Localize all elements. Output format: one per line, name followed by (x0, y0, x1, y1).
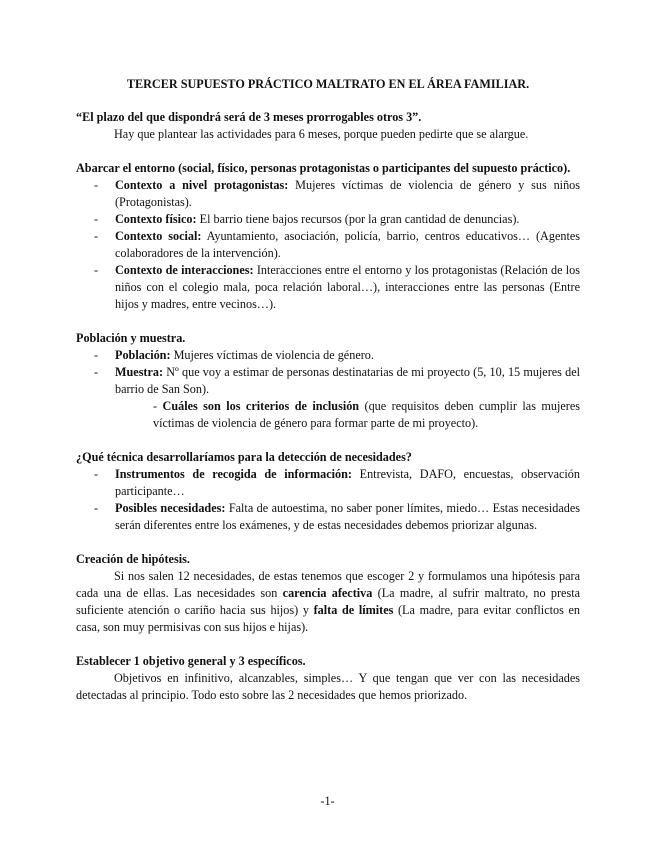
dash-bullet: - (94, 263, 99, 277)
item-label: Contexto social: (115, 229, 202, 243)
item-text: Mujeres víctimas de violencia de género y sus niños (Protagonistas). (115, 178, 580, 209)
item-text: Falta de autoestima, no saber poner límites, miedo… Estas necesidades serán diferentes entre los exámenes, y de estas necesidades debemos priorizar algunas. (115, 501, 580, 532)
entorno-list (76, 177, 580, 313)
item-text: Interacciones entre el entorno y los protagonistas (Relación de los niños con el colegio mala, poca relación laboral…), interacciones entre las personas (Entre hijos y madres, entre vecinos…). (115, 263, 581, 311)
item-label: Población: (115, 348, 171, 362)
hipotesis-bold-1: carencia afectiva (282, 586, 373, 600)
dash-bullet: - (94, 501, 99, 515)
dash-bullet: - (94, 348, 99, 362)
section-entorno-heading: Abarcar el entorno (social, físico, personas protagonistas o participantes del supuesto práctico). (76, 161, 571, 175)
dash-bullet: - (94, 212, 99, 226)
poblacion-list (76, 347, 580, 398)
list-item (76, 347, 580, 364)
item-text: Nº que voy a estimar de personas destinatarias de mi proyecto (5, 10, 15 mujeres del barrio de San Son). (115, 365, 580, 396)
list-item (76, 177, 580, 211)
item-text: El barrio tiene bajos recursos (por la gran cantidad de denuncias). (196, 212, 520, 226)
section-objetivos-body: Objetivos en infinitivo, alcanzables, simples… Y que tengan que ver con las necesidades detectadas al principio. Todo esto sobre las 2 necesidades que hemos priorizado. (76, 671, 580, 702)
item-label: Contexto de interacciones: (115, 263, 254, 277)
hipotesis-bold-2: falta de límites (313, 603, 394, 617)
section-tecnica-heading: ¿Qué técnica desarrollaríamos para la detección de necesidades? (76, 450, 412, 464)
list-item (76, 262, 580, 313)
item-label: Instrumentos de recogida de información: (115, 467, 352, 481)
dash-bullet: - (94, 467, 99, 481)
item-label: Contexto a nivel protagonistas: (115, 178, 289, 192)
item-text: Mujeres víctimas de violencia de género. (170, 348, 374, 362)
document-title: TERCER SUPUESTO PRÁCTICO MALTRATO EN EL ÁREA FAMILIAR. (126, 77, 530, 91)
inclusion-criteria-subitem (76, 398, 580, 432)
item-label: Posibles necesidades: (115, 501, 226, 515)
list-item (76, 228, 580, 262)
hipotesis-text-3: (La madre, para evitar conflictos en casa, son muy permisivas con sus hijos e hijas). (76, 603, 580, 634)
hipotesis-text-1: Si nos salen 12 necesidades, de estas tenemos que escoger 2 y formulamos una hipótesis para cada una de ellas. Las necesidades son (76, 569, 580, 600)
section-plazo-body: Hay que plantear las actividades para 6 meses, porque pueden pedirte que se alargue. (114, 127, 529, 141)
section-hipotesis-body (76, 568, 580, 636)
item-label: Contexto físico: (115, 212, 197, 226)
dash-bullet: - (94, 178, 99, 192)
item-label: Muestra: (115, 365, 164, 379)
page-number: -1- (320, 794, 335, 808)
subitem-text: (que requisitos deben cumplir las mujeres víctimas de violencia de género para formar parte de mi proyecto). (153, 399, 580, 430)
section-objetivos-heading: Establecer 1 objetivo general y 3 específicos. (76, 654, 306, 668)
tecnica-list (76, 466, 580, 534)
section-poblacion-heading: Población y muestra. (76, 331, 186, 345)
item-text: Entrevista, DAFO, encuestas, observación participante… (115, 467, 580, 498)
list-item (76, 466, 580, 500)
section-plazo-heading: “El plazo del que dispondrá será de 3 meses prorrogables otros 3”. (76, 110, 422, 124)
document-body (76, 76, 580, 704)
list-item (76, 211, 580, 228)
subitem-label: Cuáles son los criterios de inclusión (162, 399, 360, 413)
list-item (76, 500, 580, 534)
dash-bullet: - (94, 365, 99, 379)
list-item (76, 364, 580, 398)
subitem-prefix: - (153, 399, 163, 413)
section-hipotesis-heading: Creación de hipótesis. (76, 552, 190, 566)
dash-bullet: - (94, 229, 99, 243)
hipotesis-text-2: (La madre, al sufrir maltrato, no presta suficiente atención o cariño hacia sus hijos) y (76, 586, 581, 617)
item-text: Ayuntamiento, asociación, policía, barrio, centros educativos… (Agentes colaboradores de la intervención). (115, 229, 580, 260)
